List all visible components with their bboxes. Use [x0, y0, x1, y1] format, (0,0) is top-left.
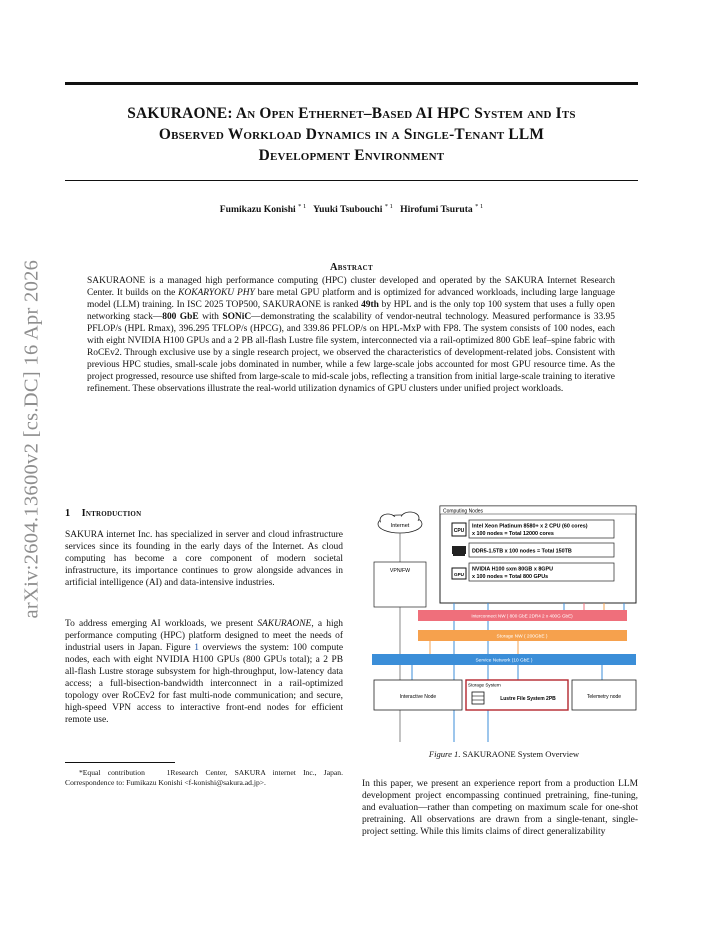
author-name: Yuuki Tsubouchi — [313, 204, 383, 216]
abstract-text: with — [202, 312, 219, 323]
intro-emphasis: SAKURAONE — [257, 619, 312, 629]
footnote-equal: *Equal contribution — [79, 768, 145, 777]
footnote-rule — [65, 762, 175, 763]
paper-title — [65, 103, 638, 166]
title-top-rule — [65, 82, 638, 85]
cpu-icon-label: CPU — [453, 528, 465, 534]
cpu-icon — [452, 523, 466, 536]
arxiv-identifier[interactable]: arXiv:2604.13600v2 [cs.DC] 16 Apr 2026 — [20, 259, 43, 619]
footnote-affiliation: 1Research Center, SAKURA internet Inc., Japan. Correspondence to: Fumikazu Konishi <f-konishi@sakura.ad.jp>. — [65, 768, 343, 787]
author-marks: * 1 — [384, 203, 393, 210]
figure-caption — [370, 749, 638, 759]
gpu-spec-line-1: NVIDIA H100 sxm 80GB x 8GPU — [472, 566, 553, 573]
computing-nodes-label: Computing Nodes — [443, 508, 484, 515]
abstract-body — [87, 275, 615, 395]
memory-icon — [452, 546, 466, 556]
figure-caption-label: Figure 1. — [428, 749, 461, 759]
storage-network-label: Storage NW ( 200GbE ) — [496, 634, 548, 640]
intro-paragraph-3: In this paper, we present an experience report from a production LLM development project encompassing continued pretraining, fine-tuning, and evaluation—rather than competing on maximum scale for one-shot pretraining. All observations are drawn from a single-tenant, single-project setting. While this limits claims of direct generalizability — [362, 779, 638, 838]
title-bottom-rule — [65, 180, 638, 181]
disk-icon — [472, 692, 484, 704]
interconnect-label: Interconnect NW ( 800 GbE 2DR4 2 x 400G GbE) — [471, 613, 573, 619]
gpu-spec-line-2: x 100 nodes = Total 800 GPUs — [472, 574, 549, 580]
intro-text: To address emerging AI workloads, we present — [65, 619, 254, 629]
abstract-text: —demonstrating the scalability of vendor-neutral technology. Measured performance is 33.95 PFLOP/s (HPL Rmax), 396.295 TFLOP/s (HPCG), and 339.86 PFLOP/s on HPL-MxP with FP8. The system consists of 100 nodes, each with eight NVIDIA H100 GPUs and a 2 PB all-flash Lustre file system, interconnected via a rail-optimized 800 GbE leaf–spine fabric with RoCEv2. Through exclusive use by a single research project, we observed the characteristics of development-related jobs. Consistent with previous HPC studies, small-scale jobs dominated in number, while a few large-scale jobs accounted for most GPU resource time. As the project progressed, resource use shifted from large-scale to mid-scale jobs, reflecting a transition from initial large-scale training to iterative refinement. These observations illustrate the real-world utilization dynamics of GPU clusters under unified project workloads. — [87, 312, 615, 395]
abstract-network: 800 GbE — [162, 312, 199, 323]
abstract-sonic: SONiC — [222, 312, 252, 323]
abstract-text: bare metal GPU platform and is optimized for advanced workloads, including large language model (LLM) training. In ISC 2025 TOP500, SAKURAONE is ranked — [87, 288, 616, 311]
cpu-spec-line-2: x 100 nodes = Total 12000 cores — [472, 531, 554, 537]
abstract-rank: 49th — [361, 300, 379, 311]
section-number: 1 — [65, 508, 71, 519]
author-marks: * 1 — [298, 203, 307, 210]
section-title: Introduction — [81, 508, 142, 519]
abstract-text: SAKURAONE is a managed high performance computing (HPC) cluster developed and operated by the SAKURA Internet Research Center. It builds on the — [87, 276, 615, 299]
figure-reference-link[interactable]: 1 — [194, 643, 199, 654]
intro-text: , a high performance computing (HPC) platform designed to meet the needs of industrial users in Japan. Figure — [65, 619, 344, 654]
vpn-label: VPN/FW — [389, 568, 411, 574]
abstract-heading: Abstract — [330, 262, 373, 273]
author-name: Fumikazu Konishi — [219, 204, 296, 216]
storage-system-label: Storage System — [468, 682, 501, 688]
service-network-label: Service Network (10 GbE ) — [475, 658, 533, 664]
abstract-emphasis: KOKARYOKU PHY — [178, 288, 255, 299]
gpu-icon-label: GPU — [454, 572, 464, 577]
section-heading — [65, 508, 141, 519]
title-line-1: SAKURAONE: An Open Ethernet–Based AI HPC System and Its — [127, 105, 576, 122]
intro-paragraph-1: SAKURA internet Inc. has specialized in server and cloud infrastructure services since its founding in the early days of the Internet. As cloud computing has become a core component of modern societal infrastructure, its importance continues to grow alongside advances in artificial intelligence (AI) and data-intensive industries. — [65, 530, 343, 589]
title-line-2: Observed Workload Dynamics in a Single-Tenant LLM — [158, 126, 545, 143]
figure-caption-text: SAKURAONE System Overview — [462, 749, 580, 759]
cpu-spec-line-1: Intel Xeon Platinum 8580+ x 2 CPU (60 cores) — [472, 523, 588, 530]
author-name: Hirofumi Tsuruta — [400, 204, 473, 216]
author-marks: * 1 — [475, 203, 484, 210]
telemetry-node-label: Telemetry node — [586, 694, 622, 700]
author-list — [65, 203, 638, 215]
abstract-text: by HPL and is the only top 100 system that uses a fully open networking stack— — [87, 300, 616, 323]
intro-text: overviews the system: 100 compute nodes, each with eight NVIDIA H100 GPUs (800 GPUs total); a 2 PB all-flash Lustre storage subsystem for high-throughput, low-latency data access; a full-bisection-bandwidth interconnect in a rail-optimized topology over RoCEv2 for fast multi-node communication; and secure, high-speed VPN access to interactive front-end nodes for efficient remote use. — [65, 643, 344, 726]
internet-label: Internet — [390, 523, 410, 529]
lustre-label: Lustre File System 2PB — [500, 696, 556, 702]
interactive-node-label: Interactive Node — [399, 694, 437, 700]
system-overview-figure — [368, 502, 640, 742]
gpu-icon — [452, 568, 466, 579]
title-line-3: Development Environment — [258, 147, 445, 164]
memory-spec-line: DDR5-1.5TB x 100 nodes = Total 150TB — [472, 548, 572, 555]
intro-paragraph-2 — [65, 618, 343, 726]
footnote — [65, 768, 343, 787]
